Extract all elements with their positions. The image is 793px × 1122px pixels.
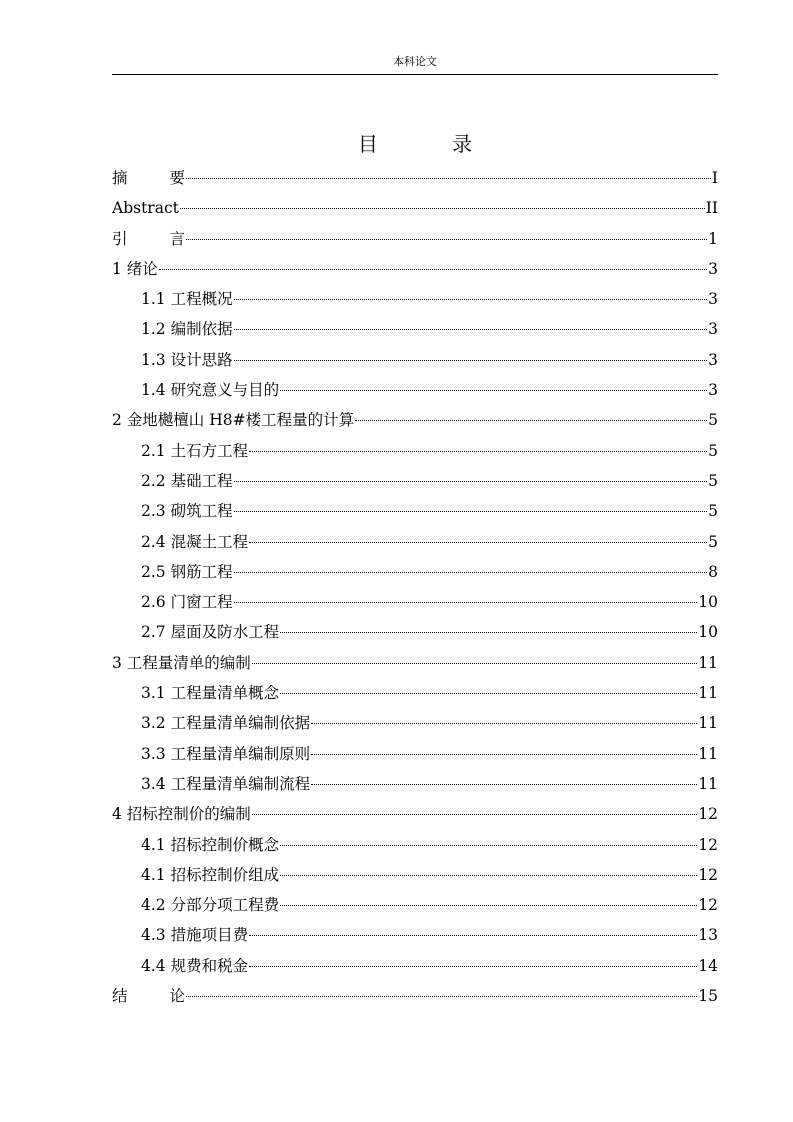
toc-leader-dots	[252, 814, 697, 815]
toc-entry-page: 5	[708, 471, 718, 490]
toc-entry-page: 3	[708, 259, 718, 278]
toc-entry-section[interactable]	[112, 345, 718, 375]
toc-entry-label: 1.2 编制依据	[141, 320, 233, 339]
toc-entry-label: 2.5 钢筋工程	[141, 562, 233, 581]
toc-entry-page: 13	[698, 926, 718, 945]
toc-leader-dots	[280, 845, 697, 846]
toc-leader-dots	[311, 784, 697, 785]
toc-entry-page: 3	[708, 290, 718, 309]
toc-leader-dots	[186, 996, 697, 997]
toc-entry-label: 3.3 工程量清单编制原则	[141, 744, 311, 763]
toc-entry-section[interactable]	[112, 527, 718, 557]
toc-leader-dots	[234, 481, 708, 482]
toc-leader-dots	[234, 511, 708, 512]
toc-leader-dots	[180, 208, 705, 209]
toc-entry-section[interactable]	[112, 557, 718, 587]
toc-entry-section[interactable]	[112, 314, 718, 344]
toc-leader-dots	[280, 905, 697, 906]
header-title: 本科论文	[393, 55, 437, 68]
toc-entry-page: 11	[698, 714, 718, 733]
toc-entry-label: 2.2 基础工程	[141, 471, 233, 490]
toc-entry-section[interactable]	[112, 890, 718, 920]
toc-entry-label: 2.6 门窗工程	[141, 593, 233, 612]
table-of-contents	[112, 163, 718, 1011]
toc-entry-page: 12	[698, 805, 718, 824]
toc-entry-label: 3.1 工程量清单概念	[141, 684, 280, 703]
toc-entry-label: 4.4 规费和税金	[141, 956, 249, 975]
toc-entry-label: 2.7 屋面及防水工程	[141, 623, 280, 642]
toc-leader-dots	[280, 693, 697, 694]
toc-entry-label: 4.2 分部分项工程费	[141, 896, 280, 915]
toc-entry-label: 结 论	[112, 987, 186, 1006]
toc-entry-page: 11	[698, 774, 718, 793]
toc-leader-dots	[186, 239, 707, 240]
toc-entry-label: 4.1 招标控制价组成	[141, 865, 280, 884]
toc-entry-label: 3 工程量清单的编制	[112, 653, 251, 672]
toc-entry-label: 3.4 工程量清单编制流程	[141, 774, 311, 793]
toc-entry-label: 3.2 工程量清单编制依据	[141, 714, 311, 733]
toc-entry-label: 2 金地樾檀山 H8#楼工程量的计算	[112, 411, 355, 430]
toc-entry-section[interactable]	[112, 920, 718, 950]
toc-entry-page: 12	[698, 896, 718, 915]
toc-entry-section[interactable]	[112, 496, 718, 526]
toc-entry-page: II	[705, 199, 718, 218]
toc-leader-dots	[249, 451, 707, 452]
toc-entry-chapter-3[interactable]	[112, 648, 718, 678]
toc-leader-dots	[249, 966, 697, 967]
toc-entry-page: 15	[698, 987, 718, 1006]
toc-entry-page: 3	[708, 381, 718, 400]
toc-entry-section[interactable]	[112, 436, 718, 466]
toc-entry-page: 5	[708, 532, 718, 551]
toc-entry-chapter-4[interactable]	[112, 799, 718, 829]
toc-entry-abstract-cn[interactable]	[112, 163, 718, 193]
toc-entry-section[interactable]	[112, 375, 718, 405]
toc-leader-dots	[249, 935, 697, 936]
toc-entry-page: 5	[708, 441, 718, 460]
toc-entry-label: 引 言	[112, 229, 186, 248]
toc-entry-section[interactable]	[112, 769, 718, 799]
toc-leader-dots	[355, 420, 707, 421]
toc-entry-label: 2.1 土石方工程	[141, 441, 249, 460]
toc-leader-dots	[234, 602, 698, 603]
toc-entry-page: 3	[708, 350, 718, 369]
toc-entry-page: 10	[698, 593, 718, 612]
toc-entry-section[interactable]	[112, 708, 718, 738]
toc-entry-section[interactable]	[112, 951, 718, 981]
toc-leader-dots	[234, 360, 708, 361]
toc-entry-section[interactable]	[112, 284, 718, 314]
toc-entry-page: 3	[708, 320, 718, 339]
toc-entry-chapter-1[interactable]	[112, 254, 718, 284]
toc-entry-page: I	[711, 169, 718, 187]
toc-entry-introduction[interactable]	[112, 224, 718, 254]
toc-entry-label: 2.3 砌筑工程	[141, 502, 233, 521]
toc-leader-dots	[249, 542, 707, 543]
toc-entry-page: 11	[698, 684, 718, 703]
toc-entry-section[interactable]	[112, 739, 718, 769]
toc-entry-label: 2.4 混凝土工程	[141, 532, 249, 551]
toc-entry-page: 10	[698, 623, 718, 642]
toc-entry-chapter-2[interactable]	[112, 405, 718, 435]
toc-leader-dots	[234, 572, 708, 573]
toc-leader-dots	[234, 299, 708, 300]
toc-entry-label: 4.3 措施项目费	[141, 926, 249, 945]
toc-title: 目 录	[357, 132, 507, 156]
toc-entry-label: 1.1 工程概况	[141, 290, 233, 309]
toc-entry-label: 1 绪论	[112, 259, 158, 278]
toc-entry-page: 11	[698, 653, 718, 672]
toc-entry-label: 4 招标控制价的编制	[112, 805, 251, 824]
toc-entry-conclusion[interactable]	[112, 981, 718, 1011]
toc-entry-section[interactable]	[112, 830, 718, 860]
toc-entry-label: 1.3 设计思路	[141, 350, 233, 369]
toc-entry-page: 14	[698, 956, 718, 975]
toc-entry-label: 4.1 招标控制价概念	[141, 835, 280, 854]
toc-leader-dots	[280, 875, 697, 876]
toc-entry-page: 8	[708, 562, 718, 581]
toc-entry-page: 12	[698, 865, 718, 884]
toc-entry-page: 11	[698, 744, 718, 763]
toc-entry-label: Abstract	[112, 199, 179, 218]
toc-entry-label: 1.4 研究意义与目的	[141, 381, 280, 400]
toc-entry-section[interactable]	[112, 466, 718, 496]
toc-entry-section[interactable]	[112, 678, 718, 708]
toc-leader-dots	[186, 178, 711, 179]
toc-entry-section[interactable]	[112, 860, 718, 890]
toc-leader-dots	[311, 754, 697, 755]
toc-entry-page: 5	[708, 411, 718, 430]
toc-entry-page: 1	[708, 229, 718, 248]
toc-entry-section[interactable]	[112, 617, 718, 647]
toc-entry-section[interactable]	[112, 587, 718, 617]
toc-entry-abstract-en[interactable]	[112, 193, 718, 223]
page-header	[112, 54, 718, 75]
toc-leader-dots	[311, 723, 697, 724]
toc-entry-page: 5	[708, 502, 718, 521]
toc-leader-dots	[280, 632, 697, 633]
toc-leader-dots	[234, 329, 708, 330]
toc-entry-page: 12	[698, 835, 718, 854]
toc-leader-dots	[252, 663, 697, 664]
toc-leader-dots	[159, 269, 707, 270]
toc-entry-label: 摘 要	[112, 169, 186, 187]
toc-leader-dots	[280, 390, 707, 391]
